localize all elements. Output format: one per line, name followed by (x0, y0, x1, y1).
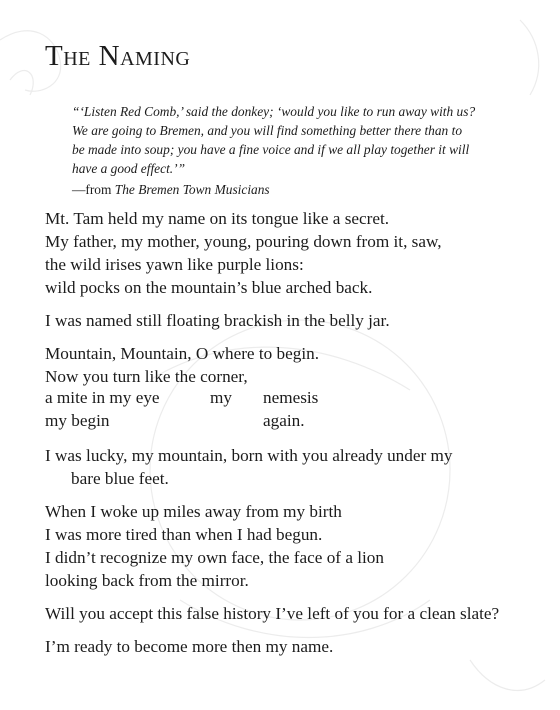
stanza-4 (45, 444, 525, 490)
poem-line: I was more tired than when I had begun. (45, 525, 323, 544)
poem-line: When I woke up miles away from my birth (45, 502, 342, 521)
poem-fragment: a mite in my eye (45, 388, 160, 407)
poem-fragment: my (210, 388, 232, 407)
stanza-1 (45, 207, 525, 299)
poem-line: the wild irises yawn like purple lions: (45, 255, 304, 274)
epigraph-source (72, 180, 270, 199)
poem-fragment: again. (263, 411, 305, 430)
epigraph-source-title: The Bremen Town Musicians (114, 182, 270, 197)
epigraph-line: We are going to Bremen, and you will find something better there than to (72, 123, 463, 138)
poem-line: Will you accept this false history I’ve left of you for a clean slate? (45, 604, 500, 623)
epigraph-line: “‘Listen Red Comb,’ said the donkey; ‘would you like to run away with us? (72, 104, 476, 119)
poem-line: I was lucky, my mountain, born with you already under my (45, 446, 453, 465)
poem-title: The Naming (45, 40, 191, 72)
poem-line-spaced (45, 411, 525, 434)
poem-line: wild pocks on the mountain’s blue arched back. (45, 278, 373, 297)
poem-line: Mt. Tam held my name on its tongue like a secret. (45, 209, 390, 228)
epigraph (72, 102, 517, 178)
poem-line: bare blue feet. (71, 469, 169, 488)
poem-line-spaced (45, 388, 525, 411)
stanza-5 (45, 500, 525, 592)
poem-body (45, 207, 525, 658)
stanza-6 (45, 602, 525, 625)
poem-fragment: my begin (45, 411, 110, 430)
stanza-7 (45, 635, 525, 658)
stanza-3 (45, 342, 525, 434)
poem-fragment: nemesis (263, 388, 319, 407)
stanza-2 (45, 309, 525, 332)
poem-line: I’m ready to become more then my name. (45, 637, 334, 656)
poem-line: Mountain, Mountain, O where to begin. (45, 344, 320, 363)
epigraph-source-prefix: —from (72, 182, 112, 197)
poem-line: I didn’t recognize my own face, the face of a lion (45, 548, 384, 567)
poem-line: My father, my mother, young, pouring down from it, saw, (45, 232, 442, 251)
poem-line: Now you turn like the corner, (45, 367, 248, 386)
poem-line: I was named still floating brackish in the belly jar. (45, 311, 390, 330)
epigraph-line: be made into soup; you have a fine voice and if we all play together it will (72, 142, 470, 157)
epigraph-line: have a good effect.’” (72, 161, 186, 176)
poem-line: looking back from the mirror. (45, 571, 249, 590)
